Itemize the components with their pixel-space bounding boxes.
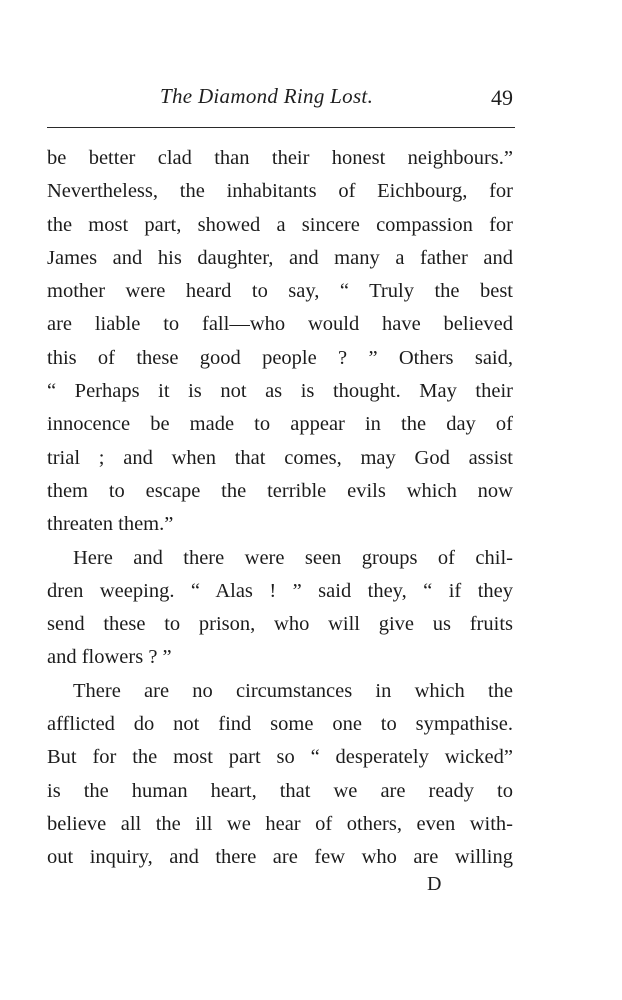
text-line: James and his daughter, and many a father and: [47, 246, 513, 269]
text-line: out inquiry, and there are few who are willing: [47, 846, 513, 869]
text-line: mother were heard to say, “ Truly the best: [47, 280, 513, 303]
text-line: this of these good people ? ” Others said,: [47, 346, 513, 369]
header-rule: [47, 127, 515, 128]
text-line: them to escape the terrible evils which now: [47, 479, 513, 502]
text-line: Nevertheless, the inhabitants of Eichbourg, for: [47, 180, 513, 203]
running-title: The Diamond Ring Lost.: [160, 84, 374, 108]
text-line: There are no circumstances in which the: [73, 679, 513, 702]
text-line: dren weeping. “ Alas ! ” said they, “ if they: [47, 579, 513, 602]
page-number: 49: [491, 85, 513, 110]
text-line: But for the most part so “ desperately wicked”: [47, 746, 513, 769]
text-line: send these to prison, who will give us fruits: [47, 613, 513, 636]
signature-mark: D: [427, 873, 442, 895]
body-text: [47, 142, 513, 875]
text-line: is the human heart, that we are ready to: [47, 779, 513, 802]
text-line: “ Perhaps it is not as is thought. May their: [47, 380, 513, 403]
text-line: trial ; and when that comes, may God assist: [47, 446, 513, 469]
text-line: Here and there were seen groups of chil-: [73, 546, 513, 569]
text-line: be better clad than their honest neighbours.”: [47, 147, 513, 169]
text-line: threaten them.”: [47, 513, 174, 536]
text-line: believe all the ill we hear of others, even with-: [47, 812, 513, 835]
text-line: are liable to fall—who would have believed: [47, 313, 513, 336]
text-line: innocence be made to appear in the day of: [47, 413, 513, 436]
text-line: and flowers ? ”: [47, 646, 172, 669]
text-line: the most part, showed a sincere compassion for: [47, 213, 513, 236]
text-line: afflicted do not find some one to sympathise.: [47, 713, 513, 736]
